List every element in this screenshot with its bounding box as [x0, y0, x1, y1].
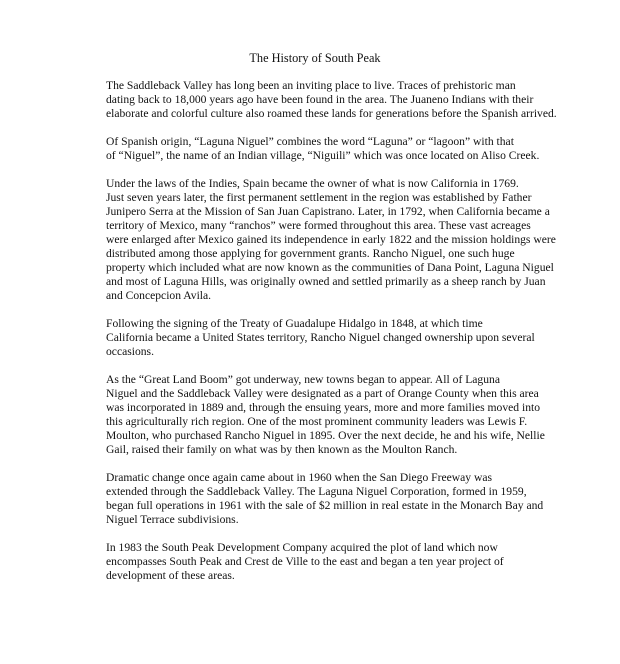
paragraph — [70, 471, 542, 527]
paragraph-line: this agriculturally rich region. One of the most prominent community leaders was Lewis F. — [106, 415, 528, 428]
paragraph-line: As the “Great Land Boom” got underway, new towns began to appear. All of Laguna — [106, 373, 500, 386]
paragraph-line: Of Spanish origin, “Laguna Niguel” combines the word “Laguna” or “lagoon” with that — [106, 135, 514, 148]
paragraph — [70, 177, 556, 303]
paragraph-line: development of these areas. — [106, 569, 235, 582]
paragraph-line: In 1983 the South Peak Development Company acquired the plot of land which now — [106, 541, 498, 554]
paragraph-line: were enlarged after Mexico gained its independence in early 1822 and the mission holdings were — [106, 233, 556, 246]
paragraph-line: California became a United States territory, Rancho Niguel changed ownership upon several — [106, 331, 535, 344]
paragraph-line: and Concepcion Avila. — [106, 289, 212, 302]
paragraph-line: extended through the Saddleback Valley. The Laguna Niguel Corporation, formed in 1959, — [106, 485, 527, 498]
paragraph-line: Under the laws of the Indies, Spain became the owner of what is now California in 1769. — [106, 177, 519, 190]
paragraph-line: occasions. — [106, 345, 154, 358]
document-title: The History of South Peak — [249, 51, 381, 65]
paragraph-line: Gail, raised their family on what was by then known as the Moulton Ranch. — [106, 443, 458, 456]
paragraph-line: Moulton, who purchased Rancho Niguel in 1895. Over the next decide, he and his wife, Nellie — [106, 429, 545, 442]
paragraph-line: The Saddleback Valley has long been an inviting place to live. Traces of prehistoric man — [106, 79, 516, 92]
paragraph-line: Niguel and the Saddleback Valley were designated as a part of Orange County when this area — [106, 387, 539, 400]
paragraph-line: Just seven years later, the first permanent settlement in the region was established by Father — [106, 191, 532, 204]
paragraph-line: of “Niguel”, the name of an Indian village, “Niguili” which was once located on Aliso Creek. — [106, 149, 540, 162]
paragraph-line: distributed among those applying for government grants. Rancho Niguel, one such huge — [106, 247, 515, 260]
paragraph-line: territory of Mexico, many “ranchos” were formed throughout this area. These vast acreages — [106, 219, 531, 232]
paragraph — [70, 317, 542, 359]
paragraph-line: Niguel Terrace subdivisions. — [106, 513, 239, 526]
paragraph-line: dating back to 18,000 years ago have been found in the area. The Juaneno Indians with their — [106, 93, 534, 106]
paragraph — [70, 135, 542, 163]
paragraph-line: Junipero Serra at the Mission of San Juan Capistrano. Later, in 1792, when California became a — [106, 205, 550, 218]
paragraph — [70, 79, 557, 121]
paragraph-line: Following the signing of the Treaty of Guadalupe Hidalgo in 1848, at which time — [106, 317, 483, 330]
paragraph-line: encompasses South Peak and Crest de Ville to the east and began a ten year project of — [106, 555, 504, 568]
paragraph-line: and most of Laguna Hills, was originally owned and settled primarily as a sheep ranch by Juan — [106, 275, 546, 288]
paragraph — [70, 541, 542, 583]
paragraph-line: property which included what are now known as the communities of Dana Point, Laguna Niguel — [106, 261, 554, 274]
paragraph-line: was incorporated in 1889 and, through the ensuing years, more and more families moved into — [106, 401, 541, 414]
paragraph — [70, 373, 545, 457]
paragraph-line: began full operations in 1961 with the sale of $2 million in real estate in the Monarch Bay and — [106, 499, 544, 512]
document-page — [70, 51, 557, 597]
paragraph-line: Dramatic change once again came about in 1960 when the San Diego Freeway was — [106, 471, 492, 484]
document-body — [70, 79, 557, 583]
paragraph-line: elaborate and colorful culture also roamed these lands for generations before the Spanish arrived. — [106, 107, 557, 120]
